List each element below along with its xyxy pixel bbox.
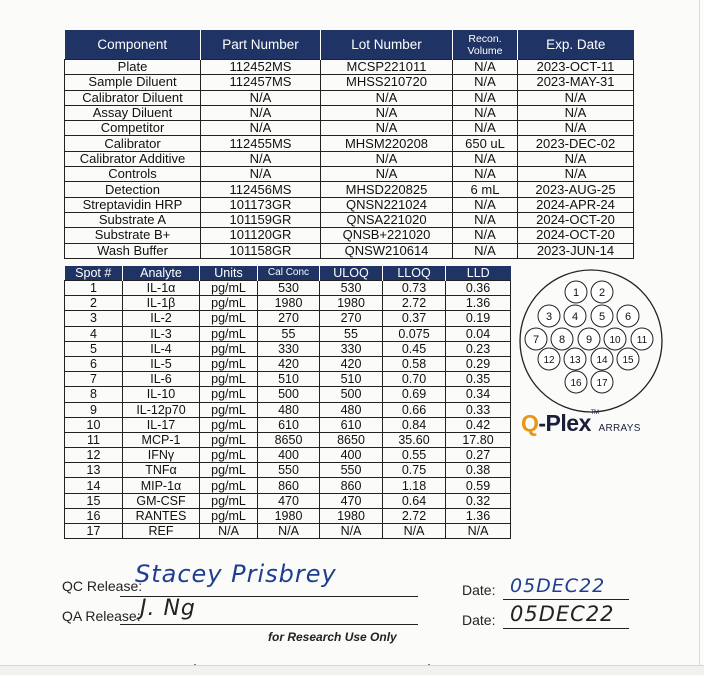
cell-cal-conc: 500	[258, 387, 320, 402]
cell-exp-date: 2023-DEC-02	[518, 136, 634, 151]
cell-uloq: 8650	[320, 432, 383, 447]
cell-recon-volume: N/A	[453, 60, 518, 75]
header-lloq: LLOQ	[383, 266, 446, 281]
cell-exp-date: N/A	[518, 167, 634, 182]
cell-lloq: 1.18	[383, 478, 446, 493]
cell-recon-volume: 6 mL	[453, 182, 518, 197]
cell-part-number: 112457MS	[201, 75, 321, 90]
cell-units: pg/mL	[200, 372, 258, 387]
cell-spot: 4	[65, 326, 123, 341]
qa-release-label: QA Release:	[62, 608, 141, 624]
spot-label: 3	[545, 311, 553, 323]
spot-label: 5	[598, 311, 606, 323]
cell-exp-date: N/A	[518, 151, 634, 166]
component-row	[65, 75, 634, 90]
cell-lld: N/A	[446, 524, 511, 539]
component-row	[65, 136, 634, 151]
header-cal-conc: Cal Conc	[258, 266, 320, 281]
cell-analyte: TNFα	[123, 463, 200, 478]
cell-units: pg/mL	[200, 356, 258, 371]
cell-lloq: 0.64	[383, 493, 446, 508]
component-row	[65, 167, 634, 182]
spot-row	[65, 417, 511, 432]
cell-lloq: 35.60	[383, 432, 446, 447]
spot-row	[65, 448, 511, 463]
cell-cal-conc: 1980	[258, 296, 320, 311]
logo-text: -Plex	[538, 410, 591, 436]
cell-units: pg/mL	[200, 417, 258, 432]
spot-row	[65, 387, 511, 402]
qc-release-label: QC Release:	[62, 578, 143, 594]
cell-uloq: 480	[320, 402, 383, 417]
qa-signature: J. Ng	[140, 596, 196, 621]
logo-tm: TM	[590, 410, 599, 416]
header-component: Component	[65, 30, 201, 60]
cell-units: pg/mL	[200, 448, 258, 463]
cell-lld: 0.27	[446, 448, 511, 463]
cell-recon-volume: N/A	[453, 105, 518, 120]
cell-component: Calibrator Additive	[65, 151, 201, 166]
qa-date-line	[503, 628, 629, 629]
cell-component: Calibrator Diluent	[65, 90, 201, 105]
cell-lloq: 0.58	[383, 356, 446, 371]
spot-row	[65, 508, 511, 523]
cell-analyte: MCP-1	[123, 432, 200, 447]
spot-row	[65, 493, 511, 508]
spot-row	[65, 311, 511, 326]
cell-units: pg/mL	[200, 432, 258, 447]
cell-lloq: 0.37	[383, 311, 446, 326]
cell-exp-date: 2024-OCT-20	[518, 228, 634, 243]
cell-component: Sample Diluent	[65, 75, 201, 90]
cell-lot-number: N/A	[321, 105, 453, 120]
cell-lot-number: N/A	[321, 151, 453, 166]
cell-spot: 10	[65, 417, 123, 432]
cell-exp-date: 2024-APR-24	[518, 197, 634, 212]
cell-analyte: IL-6	[123, 372, 200, 387]
cell-analyte: IL-1β	[123, 296, 200, 311]
cell-lloq: 0.70	[383, 372, 446, 387]
cell-part-number: 112452MS	[201, 60, 321, 75]
cell-component: Calibrator	[65, 136, 201, 151]
cell-part-number: N/A	[201, 121, 321, 136]
cell-lot-number: MCSP221011	[321, 60, 453, 75]
header-exp-date: Exp. Date	[518, 30, 634, 60]
cell-uloq: 55	[320, 326, 383, 341]
cell-uloq: 270	[320, 311, 383, 326]
cell-spot: 8	[65, 387, 123, 402]
cell-component: Competitor	[65, 121, 201, 136]
spot-label: 13	[569, 355, 581, 366]
qc-date: 05DEC22	[510, 575, 606, 597]
cell-units: pg/mL	[200, 296, 258, 311]
spot-row	[65, 356, 511, 371]
spot-row	[65, 524, 511, 539]
spot-row	[65, 341, 511, 356]
cell-cal-conc: 400	[258, 448, 320, 463]
spot-table-header	[65, 266, 511, 281]
cell-uloq: 550	[320, 463, 383, 478]
spot-label: 4	[571, 311, 579, 323]
cell-lloq: 2.72	[383, 508, 446, 523]
spot-label: 17	[596, 378, 608, 389]
cell-units: N/A	[200, 524, 258, 539]
cell-component: Wash Buffer	[65, 243, 201, 258]
cell-spot: 16	[65, 508, 123, 523]
cell-analyte: REF	[123, 524, 200, 539]
cell-units: pg/mL	[200, 508, 258, 523]
cell-spot: 9	[65, 402, 123, 417]
cell-lloq: 0.66	[383, 402, 446, 417]
cell-lot-number: QNSN221024	[321, 197, 453, 212]
cell-component: Plate	[65, 60, 201, 75]
spot-row	[65, 372, 511, 387]
cell-cal-conc: 480	[258, 402, 320, 417]
component-row	[65, 212, 634, 227]
cell-lloq: 0.84	[383, 417, 446, 432]
qa-signature-line	[120, 624, 418, 625]
component-row	[65, 228, 634, 243]
header-uloq: ULOQ	[320, 266, 383, 281]
cell-lloq: 0.075	[383, 326, 446, 341]
cell-component: Substrate B+	[65, 228, 201, 243]
cell-lot-number: MHSD220825	[321, 182, 453, 197]
cell-part-number: N/A	[201, 167, 321, 182]
cell-part-number: 101120GR	[201, 228, 321, 243]
cell-units: pg/mL	[200, 387, 258, 402]
cell-uloq: 500	[320, 387, 383, 402]
page-edge-bottom	[0, 665, 704, 675]
cell-lld: 0.29	[446, 356, 511, 371]
cell-lld: 0.35	[446, 372, 511, 387]
cell-lld: 0.34	[446, 387, 511, 402]
cell-spot: 17	[65, 524, 123, 539]
cell-recon-volume: N/A	[453, 121, 518, 136]
component-table	[64, 30, 634, 259]
cell-exp-date: N/A	[518, 90, 634, 105]
cell-analyte: IL-4	[123, 341, 200, 356]
cell-recon-volume: N/A	[453, 75, 518, 90]
cell-component: Streptavidin HRP	[65, 197, 201, 212]
cell-cal-conc: 510	[258, 372, 320, 387]
spot-layout-diagram	[518, 268, 664, 414]
cell-uloq: 530	[320, 281, 383, 296]
logo-arrays: ARRAYS	[598, 423, 641, 434]
cell-units: pg/mL	[200, 281, 258, 296]
cell-component: Controls	[65, 167, 201, 182]
cell-part-number: N/A	[201, 105, 321, 120]
component-row	[65, 121, 634, 136]
cell-uloq: 1980	[320, 508, 383, 523]
cell-lot-number: MHSM220208	[321, 136, 453, 151]
component-row	[65, 90, 634, 105]
cell-units: pg/mL	[200, 493, 258, 508]
cell-recon-volume: N/A	[453, 151, 518, 166]
cell-analyte: MIP-1α	[123, 478, 200, 493]
research-use-note: for Research Use Only	[268, 630, 397, 644]
cell-spot: 14	[65, 478, 123, 493]
cell-lld: 0.33	[446, 402, 511, 417]
cell-spot: 1	[65, 281, 123, 296]
cell-recon-volume: N/A	[453, 228, 518, 243]
cell-spot: 5	[65, 341, 123, 356]
component-row	[65, 197, 634, 212]
header-lot-number: Lot Number	[321, 30, 453, 60]
spot-row	[65, 432, 511, 447]
spot-label: 8	[558, 334, 566, 346]
cell-cal-conc: 1980	[258, 508, 320, 523]
component-row	[65, 243, 634, 258]
cell-exp-date: 2023-OCT-11	[518, 60, 634, 75]
component-row	[65, 182, 634, 197]
cell-lld: 0.38	[446, 463, 511, 478]
cell-lld: 0.23	[446, 341, 511, 356]
cell-recon-volume: N/A	[453, 243, 518, 258]
cell-cal-conc: 8650	[258, 432, 320, 447]
component-row	[65, 151, 634, 166]
cell-recon-volume: N/A	[453, 197, 518, 212]
cell-cal-conc: 270	[258, 311, 320, 326]
cell-uloq: 330	[320, 341, 383, 356]
component-table-header	[65, 30, 634, 60]
cell-lld: 0.19	[446, 311, 511, 326]
cell-cal-conc: 470	[258, 493, 320, 508]
cell-component: Assay Diluent	[65, 105, 201, 120]
spot-row	[65, 463, 511, 478]
cell-analyte: IL-3	[123, 326, 200, 341]
cell-exp-date: 2024-OCT-20	[518, 212, 634, 227]
cell-spot: 3	[65, 311, 123, 326]
spot-label: 6	[624, 311, 632, 323]
spot-label: 15	[622, 355, 634, 366]
cell-cal-conc: 860	[258, 478, 320, 493]
spot-table	[64, 266, 511, 539]
page-edge-right	[699, 0, 700, 675]
cell-lloq: 0.69	[383, 387, 446, 402]
cell-part-number: N/A	[201, 151, 321, 166]
cell-part-number: 101173GR	[201, 197, 321, 212]
cell-analyte: IL-5	[123, 356, 200, 371]
cell-recon-volume: 650 uL	[453, 136, 518, 151]
spot-label: 7	[532, 334, 540, 346]
cell-lot-number: QNSW210614	[321, 243, 453, 258]
cell-uloq: 420	[320, 356, 383, 371]
header-units: Units	[200, 266, 258, 281]
cell-analyte: GM-CSF	[123, 493, 200, 508]
component-table-body	[65, 60, 634, 259]
cell-lld: 1.36	[446, 508, 511, 523]
cell-uloq: N/A	[320, 524, 383, 539]
cell-lld: 0.42	[446, 417, 511, 432]
cell-exp-date: 2023-MAY-31	[518, 75, 634, 90]
cell-uloq: 400	[320, 448, 383, 463]
cell-cal-conc: 55	[258, 326, 320, 341]
cell-lot-number: N/A	[321, 90, 453, 105]
cell-units: pg/mL	[200, 402, 258, 417]
cell-units: pg/mL	[200, 463, 258, 478]
spot-label: 12	[543, 355, 555, 366]
spot-label: 10	[609, 335, 621, 346]
cell-analyte: IL-17	[123, 417, 200, 432]
cell-uloq: 860	[320, 478, 383, 493]
cell-lot-number: N/A	[321, 167, 453, 182]
cell-analyte: IL-2	[123, 311, 200, 326]
cell-units: pg/mL	[200, 326, 258, 341]
spot-label: 14	[596, 355, 608, 366]
cell-analyte: RANTES	[123, 508, 200, 523]
qa-date-label: Date:	[462, 612, 496, 628]
cell-lld: 0.36	[446, 281, 511, 296]
cell-units: pg/mL	[200, 341, 258, 356]
header-analyte: Analyte	[123, 266, 200, 281]
spot-label: 11	[636, 335, 648, 346]
cell-part-number: 112456MS	[201, 182, 321, 197]
cell-lld: 17.80	[446, 432, 511, 447]
cell-lld: 1.36	[446, 296, 511, 311]
cell-cal-conc: 420	[258, 356, 320, 371]
qc-date-line	[503, 599, 629, 600]
spot-row	[65, 402, 511, 417]
spot-row	[65, 281, 511, 296]
cell-lot-number: QNSA221020	[321, 212, 453, 227]
qc-signature: Stacey Prisbrey	[135, 560, 337, 588]
spot-row	[65, 326, 511, 341]
header-lld: LLD	[446, 266, 511, 281]
cell-uloq: 470	[320, 493, 383, 508]
q-plex-logo	[521, 410, 641, 437]
spot-label: 1	[572, 287, 580, 299]
cell-lot-number: QNSB+221020	[321, 228, 453, 243]
cell-component: Detection	[65, 182, 201, 197]
spot-label: 16	[570, 378, 582, 389]
cell-lot-number: N/A	[321, 121, 453, 136]
component-row	[65, 60, 634, 75]
cell-analyte: IFNγ	[123, 448, 200, 463]
spot-row	[65, 296, 511, 311]
cell-recon-volume: N/A	[453, 212, 518, 227]
cell-units: pg/mL	[200, 478, 258, 493]
cell-spot: 12	[65, 448, 123, 463]
cell-spot: 7	[65, 372, 123, 387]
cell-lloq: 0.73	[383, 281, 446, 296]
cell-lloq: 0.75	[383, 463, 446, 478]
cell-lld: 0.32	[446, 493, 511, 508]
spot-label: 9	[585, 334, 593, 346]
cell-lld: 0.59	[446, 478, 511, 493]
cell-part-number: 101159GR	[201, 212, 321, 227]
header-spot: Spot #	[65, 266, 123, 281]
cell-lld: 0.04	[446, 326, 511, 341]
cell-lloq: N/A	[383, 524, 446, 539]
cell-lloq: 2.72	[383, 296, 446, 311]
cell-analyte: IL-1α	[123, 281, 200, 296]
header-part-number: Part Number	[201, 30, 321, 60]
component-row	[65, 105, 634, 120]
cell-analyte: IL-12p70	[123, 402, 200, 417]
cell-exp-date: N/A	[518, 121, 634, 136]
cell-exp-date: 2023-JUN-14	[518, 243, 634, 258]
cell-spot: 15	[65, 493, 123, 508]
cell-uloq: 510	[320, 372, 383, 387]
cell-lot-number: MHSS210720	[321, 75, 453, 90]
cell-cal-conc: 610	[258, 417, 320, 432]
cell-spot: 11	[65, 432, 123, 447]
cell-exp-date: 2023-AUG-25	[518, 182, 634, 197]
cell-spot: 13	[65, 463, 123, 478]
cell-cal-conc: 530	[258, 281, 320, 296]
cell-component: Substrate A	[65, 212, 201, 227]
cell-cal-conc: 330	[258, 341, 320, 356]
qc-date-label: Date:	[462, 582, 496, 598]
cell-exp-date: N/A	[518, 105, 634, 120]
cell-analyte: IL-10	[123, 387, 200, 402]
cell-uloq: 610	[320, 417, 383, 432]
cell-part-number: 101158GR	[201, 243, 321, 258]
cell-cal-conc: 550	[258, 463, 320, 478]
cell-units: pg/mL	[200, 311, 258, 326]
cell-spot: 2	[65, 296, 123, 311]
cell-part-number: N/A	[201, 90, 321, 105]
spot-row	[65, 478, 511, 493]
cell-lloq: 0.45	[383, 341, 446, 356]
cell-recon-volume: N/A	[453, 167, 518, 182]
cell-part-number: 112455MS	[201, 136, 321, 151]
qa-date: 05DEC22	[510, 602, 615, 626]
logo-q: Q	[521, 410, 539, 436]
cell-recon-volume: N/A	[453, 90, 518, 105]
cell-uloq: 1980	[320, 296, 383, 311]
cell-lloq: 0.55	[383, 448, 446, 463]
cell-cal-conc: N/A	[258, 524, 320, 539]
header-recon-volume: Recon. Volume	[453, 30, 518, 60]
cell-spot: 6	[65, 356, 123, 371]
spot-label: 2	[598, 287, 606, 299]
spot-table-body	[65, 281, 511, 539]
